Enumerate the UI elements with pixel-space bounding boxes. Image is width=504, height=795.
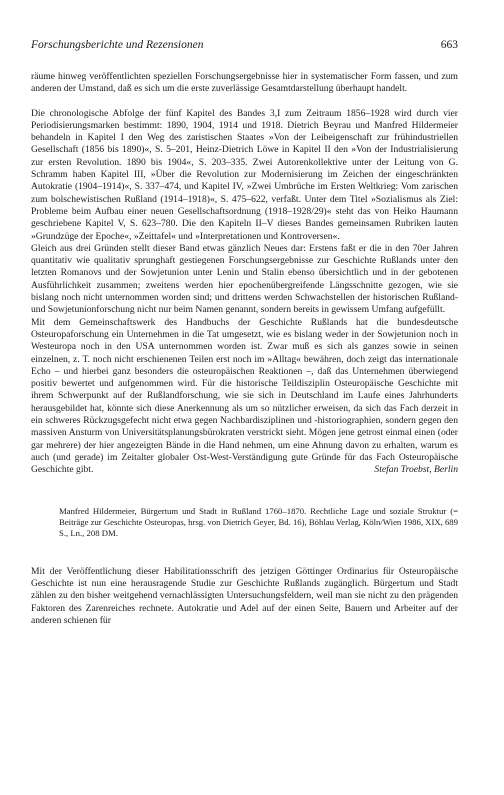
paragraph-text: Mit dem Gemeinschaftswerk des Handbuchs der Geschichte Rußlands hat die bundesdeutsche Osteuropaforschung ein Unternehmen in die Tat umgesetzt, wie es bislang weder in der Sowjetunion noch in Westeuropa noch in den USA unternommen worden ist. Zwar muß es sich als ganzes sowie in seinen einzelnen, z. T. noch nicht erschienenen Teilen erst noch im »Alltag« bewähren, doch zeigt das internationale Echo – und hierbei ganz besonders die osteuropäischen Reaktionen –, daß das Unternehmen überwiegend positiv bewertet und aufgenommen wird. Für die historische Teildisziplin Osteuropäische Geschichte mit ihrem Schwerpunkt auf der Rußlandforschung, wie sie sich in Deutschland im Laufe eines Jahrhunderts herausgebildet hat, könnte sich diese Anerkennung als um so nützlicher erweisen, da sich das Fach derzeit in ein schweres Rückzugsgefecht nicht etwa gegen Nachbardisziplinen und -historiographien, sondern gegen den massiven Ansturm von Universitätsplanungsbürokraten verstrickt sieht. Mögen jene getrost einmal einen (oder gar mehrere) der hier angezeigten Bände in die Hand nehmen, um eine Ahnung davon zu erhalten, warum es auch (und gerade) im Zeitalter globaler Ost-West-Verständigung gute Gründe für das Fach Osteuropäische Geschichte gibt. <box>31 316 458 476</box>
section-title: Forschungsberichte und Rezensionen <box>31 39 204 51</box>
paragraph <box>31 317 458 477</box>
paragraph: räume hinweg veröffentlichten speziellen Forschungsergebnisse hier in systematischer Form fassen, und zum anderen der Umstand, daß es sich um die erste zuverlässige Gesamtdarstellung überhaupt handelt. <box>31 71 458 95</box>
review-body: Mit der Veröffentlichung dieser Habilitationsschrift des jetzigen Göttinger Ordinarius für Osteuropäische Geschichte ist nun eine herausragende Studie zur Geschichte Rußlands zugänglich. Bürgertum und Stadt zählen zu den bisher weitgehend vernachlässigten Untersuchungsfeldern, weil man sie nicht zu den prägenden Faktoren des Zarenreiches rechnete. Autokratie und Adel auf der einen Seite, Bauern und Arbeiter auf der anderen schienen für <box>31 565 458 626</box>
page-number: 663 <box>440 39 458 51</box>
running-head <box>31 38 458 52</box>
bibliographic-entry: Manfred Hildermeier, Bürgertum und Stadt in Rußland 1760–1870. Rechtliche Lage und soziale Struktur (= Beiträge zur Geschichte Osteuropas, hrsg. von Dietrich Geyer, Bd. 16), Böhlau Verlag, Köln/Wien 1986, XIX, 689 S., Ln., 208 DM. <box>59 505 458 539</box>
author-signature: Stefan Troebst, Berlin <box>374 464 458 476</box>
page <box>31 38 458 627</box>
paragraph: Gleich aus drei Gründen stellt dieser Band etwas gänzlich Neues dar: Erstens faßt er die in den 70er Jahren quantitativ wie qualitativ sprunghaft gestiegenen Forschungsergebnisse zur Geschichte Rußlands unter den letzten Romanovs und der Sowjetunion unter Lenin und Stalin ebenso übersichtlich und in der gebotenen Ausführlichkeit zusammen; zweitens werden hier epochenübergreifende Längsschnitte gezogen, wie sie bislang noch nicht unternommen worden sind; und drittens werden Schwachstellen der historischen Rußland- und Sowjetunionforschung nicht nur beim Namen genannt, sondern bereits in gewissem Umfang aufgefüllt. <box>31 242 458 316</box>
closing-paragraph-block <box>31 317 458 477</box>
paragraph: Die chronologische Abfolge der fünf Kapitel des Bandes 3,I zum Zeitraum 1856–1928 wird durch vier Periodisierungsmarken bestimmt: 1890, 1904, 1914 und 1918. Dietrich Beyrau und Manfred Hildermeier behandeln in Kapitel I den Weg des zaristischen Staates »Von der Leibeigenschaft zur frühindustriellen Gesellschaft (1856 bis 1890)«, S. 5–201, Heinz-Dietrich Löwe in Kapitel II den »Von der Industrialisierung zur ersten Revolution. 1890 bis 1904«, S. 203–335. Zwei Autorenkollektive unter der Leitung von G. Schramm haben Kapitel III, »Über die Revolution zur Modernisierung im Zeichen der eingeschränkten Autokratie (1904–1914)«, S. 337–474, und Kapitel IV, »Zwei Umbrüche im Ersten Weltkrieg: Vom zarischen zum bolschewistischen Rußland (1914–1918)«, S. 475–622, verfaßt. Unter dem Titel »Sozialismus als Ziel: Probleme beim Aufbau einer neuen Gesellschaftsordnung (1918–1928/29)« steht das von Heiko Haumann geschriebene Kapitel V, S. 623–780. Die den Kapiteln II–V dieses Bandes gemeinsamen Rubriken lauten »Grundzüge der Epoche«, »Zeittafel« und »Interpretationen und Kontroversen«. <box>31 107 458 242</box>
